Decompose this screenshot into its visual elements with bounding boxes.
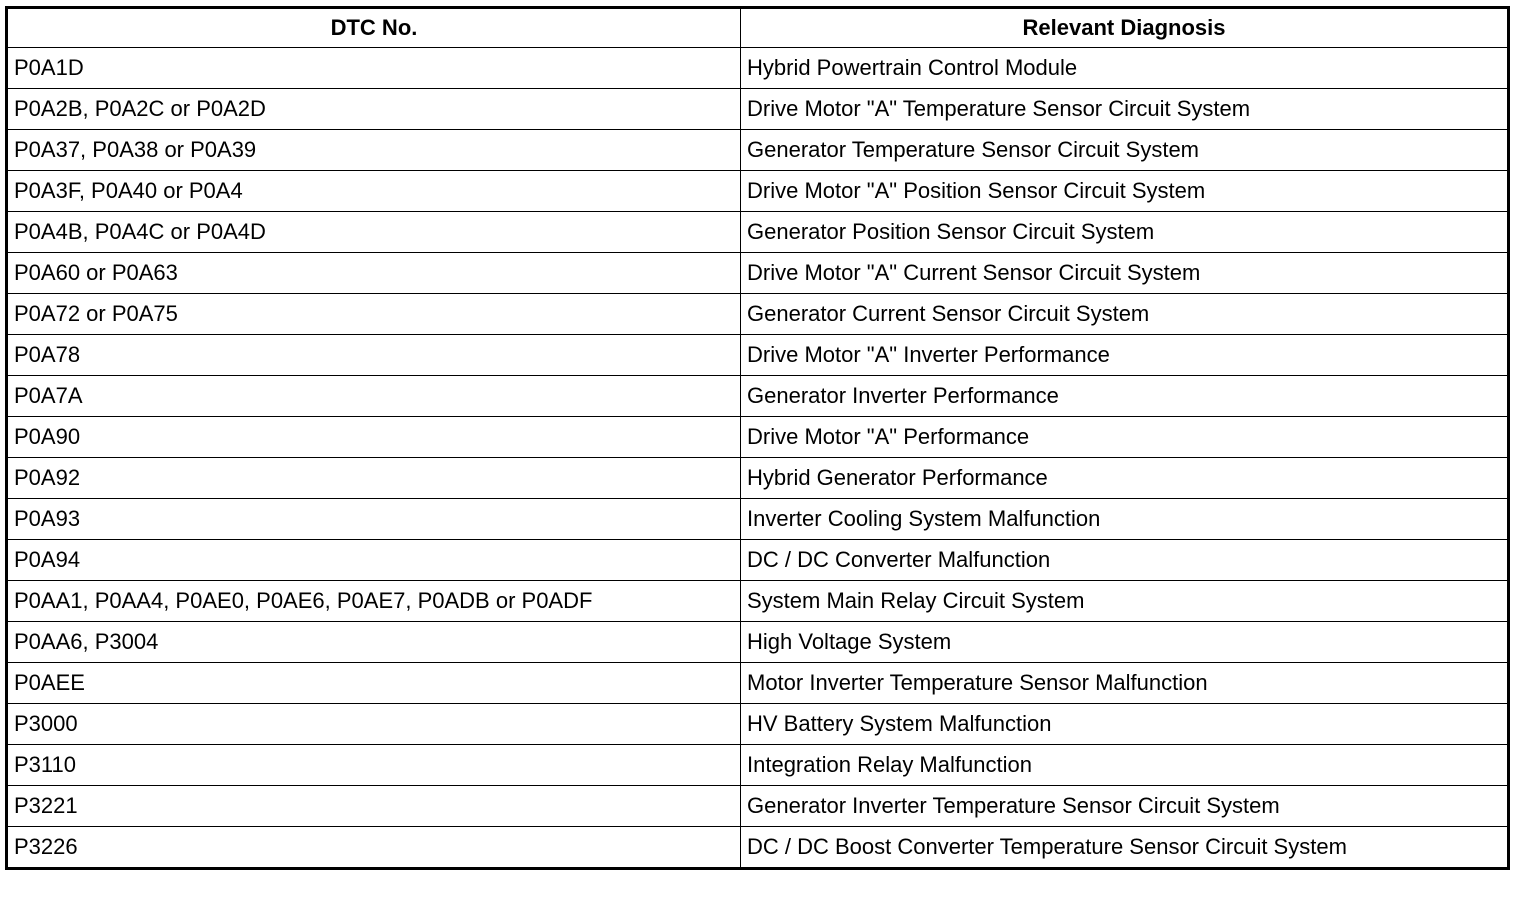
diagnosis-cell: Generator Temperature Sensor Circuit System <box>741 130 1509 171</box>
dtc-code-cell: P0A37, P0A38 or P0A39 <box>7 130 741 171</box>
table-row <box>7 499 1509 540</box>
table-row <box>7 704 1509 745</box>
dtc-code-cell: P0A1D <box>7 48 741 89</box>
diagnosis-cell: DC / DC Converter Malfunction <box>741 540 1509 581</box>
dtc-table <box>5 6 1510 870</box>
dtc-code-cell: P0A3F, P0A40 or P0A4 <box>7 171 741 212</box>
diagnosis-cell: Drive Motor "A" Temperature Sensor Circuit System <box>741 89 1509 130</box>
table-row <box>7 376 1509 417</box>
dtc-code-cell: P0A4B, P0A4C or P0A4D <box>7 212 741 253</box>
table-row <box>7 622 1509 663</box>
dtc-code-cell: P0AA6, P3004 <box>7 622 741 663</box>
table-row <box>7 48 1509 89</box>
diagnosis-cell: Drive Motor "A" Position Sensor Circuit System <box>741 171 1509 212</box>
diagnosis-cell: Generator Current Sensor Circuit System <box>741 294 1509 335</box>
table-header <box>7 8 1509 48</box>
dtc-code-cell: P3226 <box>7 827 741 869</box>
dtc-code-cell: P0A92 <box>7 458 741 499</box>
diagnosis-cell: High Voltage System <box>741 622 1509 663</box>
diagnosis-cell: Drive Motor "A" Inverter Performance <box>741 335 1509 376</box>
diagnosis-cell: Integration Relay Malfunction <box>741 745 1509 786</box>
dtc-code-cell: P0A2B, P0A2C or P0A2D <box>7 89 741 130</box>
table-row <box>7 827 1509 869</box>
diagnosis-cell: DC / DC Boost Converter Temperature Sensor Circuit System <box>741 827 1509 869</box>
header-relevant-diagnosis: Relevant Diagnosis <box>741 8 1509 48</box>
header-dtc-no: DTC No. <box>7 8 741 48</box>
dtc-code-cell: P0A90 <box>7 417 741 458</box>
header-row <box>7 8 1509 48</box>
dtc-code-cell: P0A7A <box>7 376 741 417</box>
dtc-code-cell: P0A94 <box>7 540 741 581</box>
table-row <box>7 540 1509 581</box>
dtc-code-cell: P0AEE <box>7 663 741 704</box>
table-row <box>7 581 1509 622</box>
dtc-code-cell: P0AA1, P0AA4, P0AE0, P0AE6, P0AE7, P0ADB or P0ADF <box>7 581 741 622</box>
table-row <box>7 458 1509 499</box>
diagnosis-cell: Inverter Cooling System Malfunction <box>741 499 1509 540</box>
dtc-code-cell: P0A60 or P0A63 <box>7 253 741 294</box>
diagnosis-cell: Motor Inverter Temperature Sensor Malfunction <box>741 663 1509 704</box>
diagnosis-cell: Generator Position Sensor Circuit System <box>741 212 1509 253</box>
table-row <box>7 130 1509 171</box>
diagnosis-cell: Drive Motor "A" Current Sensor Circuit System <box>741 253 1509 294</box>
table-row <box>7 171 1509 212</box>
dtc-code-cell: P0A93 <box>7 499 741 540</box>
table-body <box>7 48 1509 869</box>
table-row <box>7 786 1509 827</box>
diagnosis-cell: Generator Inverter Temperature Sensor Circuit System <box>741 786 1509 827</box>
diagnosis-cell: System Main Relay Circuit System <box>741 581 1509 622</box>
diagnosis-cell: HV Battery System Malfunction <box>741 704 1509 745</box>
dtc-code-cell: P3110 <box>7 745 741 786</box>
dtc-code-cell: P3000 <box>7 704 741 745</box>
table-row <box>7 212 1509 253</box>
diagnosis-cell: Hybrid Generator Performance <box>741 458 1509 499</box>
table-row <box>7 89 1509 130</box>
table-row <box>7 417 1509 458</box>
dtc-code-cell: P3221 <box>7 786 741 827</box>
table-row <box>7 294 1509 335</box>
table-row <box>7 253 1509 294</box>
dtc-code-cell: P0A78 <box>7 335 741 376</box>
dtc-code-cell: P0A72 or P0A75 <box>7 294 741 335</box>
table-row <box>7 335 1509 376</box>
diagnosis-cell: Generator Inverter Performance <box>741 376 1509 417</box>
table-row <box>7 663 1509 704</box>
table-row <box>7 745 1509 786</box>
diagnosis-cell: Drive Motor "A" Performance <box>741 417 1509 458</box>
diagnosis-cell: Hybrid Powertrain Control Module <box>741 48 1509 89</box>
